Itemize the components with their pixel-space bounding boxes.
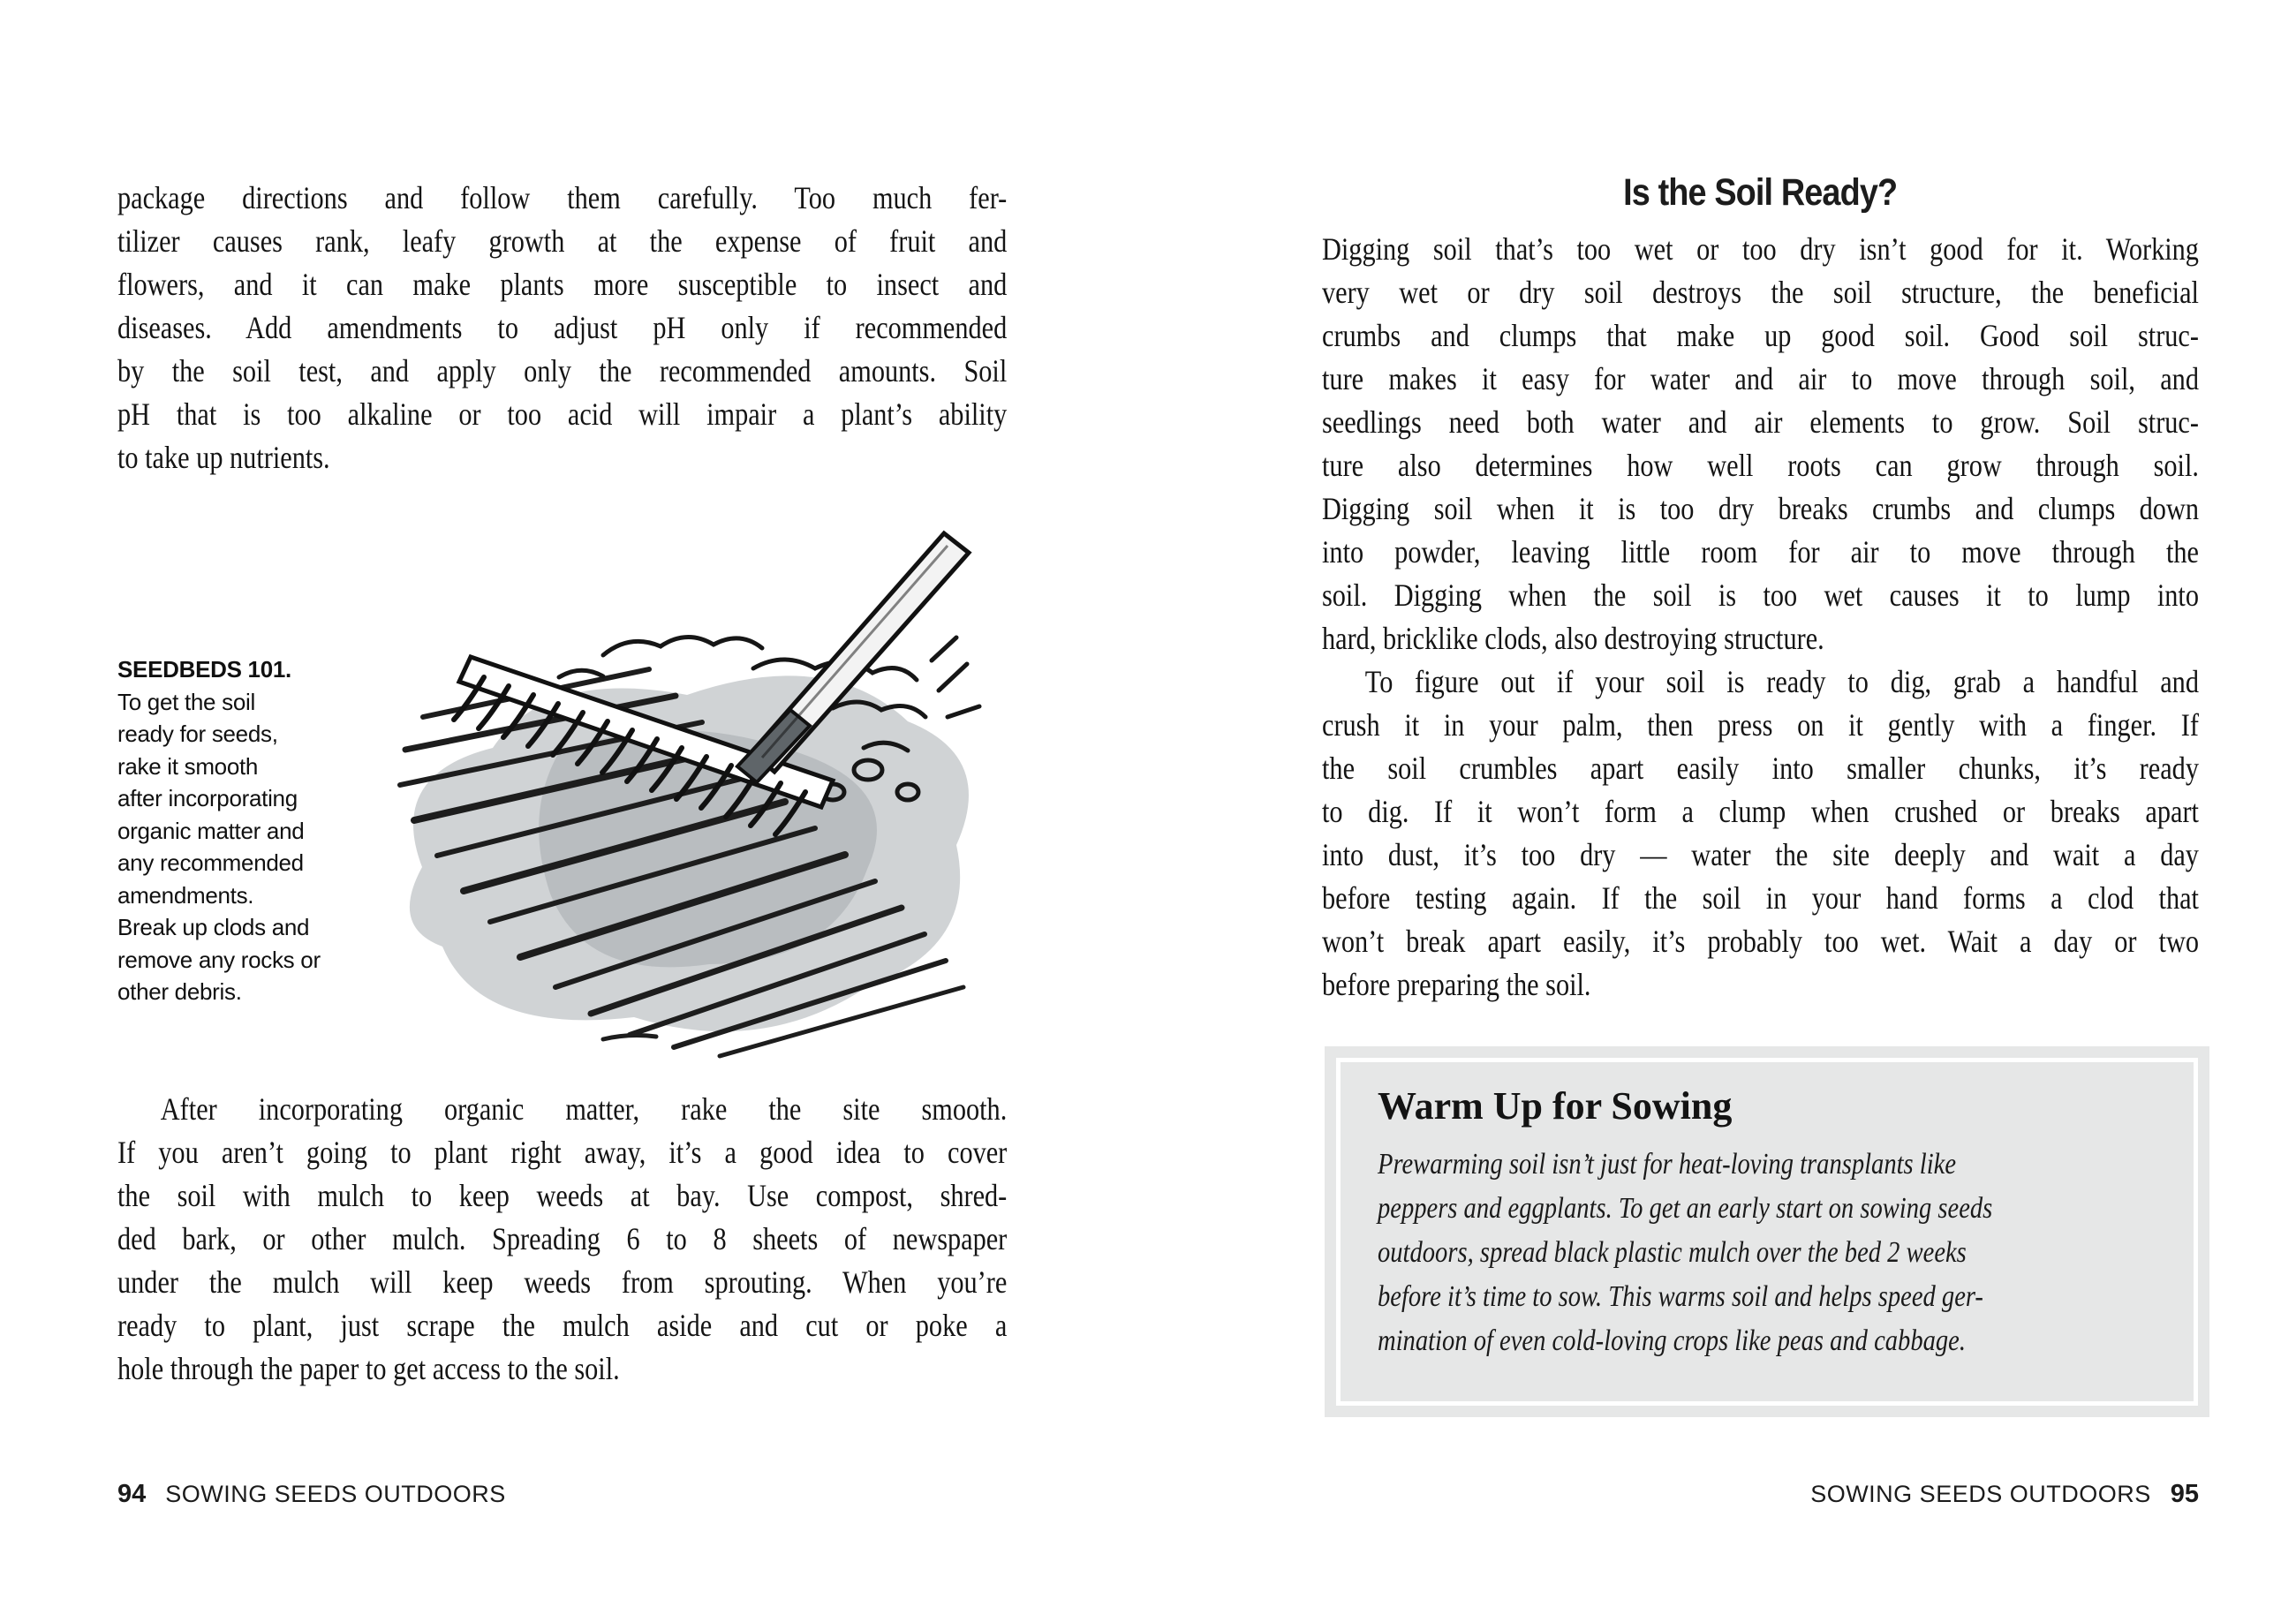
text-line: before preparing the soil. [1322, 967, 1591, 1002]
text-line: before testing again. If the soil in your hand forms a clod that [1322, 880, 2199, 916]
text-line: ture also determines how well roots can grow through soil. [1322, 448, 2199, 483]
text-line: soil. Digging when the soil is too wet causes it to lump into [1322, 577, 2199, 613]
section-heading-text: Is the Soil Ready? [1623, 171, 1898, 214]
right-footer [1810, 1480, 2199, 1509]
text-line: to take up nutrients. [117, 440, 330, 475]
text-line: under the mulch will keep weeds from sprouting. When you’re [117, 1264, 1008, 1300]
text-line: flowers, and it can make plants more susceptible to insect and [117, 267, 1008, 302]
text-line: very wet or dry soil destroys the soil structure, the beneficial [1322, 275, 2199, 310]
left-page-number: 94 [117, 1480, 147, 1508]
text-line: ture makes it easy for water and air to move through soil, and [1322, 361, 2199, 396]
text-line: If you aren’t going to plant right away, it’s a good idea to cover [117, 1135, 1008, 1170]
text-line: hard, bricklike clods, also destroying structure. [1322, 621, 1824, 656]
text-line: Break up clods and [117, 914, 310, 940]
text-line: After incorporating organic matter, rake the site smooth. [160, 1091, 1008, 1127]
figure-caption-title: SEEDBEDS 101. [117, 656, 291, 683]
text-line: amendments. [117, 881, 254, 909]
text-line: any recommended [117, 849, 304, 876]
left-footer [117, 1480, 506, 1509]
text-line: organic matter and [117, 817, 305, 844]
text-line: the soil with mulch to keep weeds at bay. Use compost, shred- [117, 1178, 1008, 1213]
right-running-title: SOWING SEEDS OUTDOORS [1810, 1481, 2151, 1507]
text-line: other debris. [117, 978, 242, 1005]
left-paragraph-1 [117, 177, 1007, 479]
sidebar-box [1325, 1046, 2209, 1417]
text-line: To get the soil [117, 688, 255, 715]
text-line: outdoors, spread black plastic mulch over the bed 2 weeks [1378, 1236, 1967, 1269]
sidebar-title: Warm Up for Sowing [1378, 1084, 1733, 1128]
text-line: tilizer causes rank, leafy growth at the expense of fruit and [117, 223, 1008, 259]
text-line: To figure out if your soil is ready to dig, grab a handful and [1364, 664, 2199, 699]
sidebar-body [1378, 1143, 2119, 1363]
text-line: ready to plant, just scrape the mulch aside and cut or poke a [117, 1308, 1008, 1343]
text-line: pH that is too alkaline or too acid will impair a plant’s ability [117, 396, 1008, 432]
text-line: mination of even cold-loving crops like peas and cabbage. [1378, 1324, 1966, 1357]
right-paragraph-1 [1322, 228, 2199, 660]
text-line: crumbs and clumps that make up good soil. Good soil struc- [1322, 318, 2199, 353]
text-line: Digging soil when it is too dry breaks crumbs and clumps down [1322, 491, 2199, 526]
left-paragraph-2 [117, 1088, 1007, 1391]
text-line: package directions and follow them carefully. Too much fer- [117, 180, 1008, 215]
text-line: diseases. Add amendments to adjust pH only if recommended [117, 310, 1008, 345]
text-line: the soil crumbles apart easily into smaller chunks, it’s ready [1322, 751, 2199, 786]
text-line: into powder, leaving little room for air to move through the [1322, 534, 2199, 570]
rake-illustration [338, 487, 1020, 1060]
text-line: peppers and eggplants. To get an early start on sowing seeds [1378, 1192, 1993, 1225]
text-line: crush it in your palm, then press on it gently with a finger. If [1322, 707, 2199, 743]
section-heading [1322, 171, 2199, 215]
text-line: after incorporating [117, 785, 298, 811]
text-line: hole through the paper to get access to the soil. [117, 1351, 620, 1386]
text-line: seedlings need both water and air elements to grow. Soil struc- [1322, 404, 2199, 440]
text-line: to dig. If it won’t form a clump when crushed or breaks apart [1322, 794, 2199, 829]
text-line: Prewarming soil isn’t just for heat-loving transplants like [1378, 1148, 1957, 1181]
text-line: ready for seeds, [117, 721, 278, 747]
text-line: by the soil test, and apply only the recommended amounts. Soil [117, 353, 1008, 389]
text-line: before it’s time to sow. This warms soil and helps speed ger- [1378, 1280, 1983, 1313]
figure-caption-body [117, 686, 374, 1008]
text-line: Digging soil that’s too wet or too dry isn’t good for it. Working [1322, 231, 2199, 267]
right-paragraph-2 [1322, 660, 2199, 1007]
text-line: won’t break apart easily, it’s probably too wet. Wait a day or two [1322, 924, 2199, 959]
text-line: rake it smooth [117, 752, 259, 780]
text-line: remove any rocks or [117, 946, 321, 973]
left-running-title: SOWING SEEDS OUTDOORS [165, 1481, 506, 1507]
text-line: ded bark, or other mulch. Spreading 6 to 8 sheets of newspaper [117, 1221, 1008, 1256]
text-line: into dust, it’s too dry — water the site deeply and wait a day [1322, 837, 2199, 872]
figure-caption [117, 653, 374, 1008]
right-page-number: 95 [2170, 1480, 2199, 1508]
